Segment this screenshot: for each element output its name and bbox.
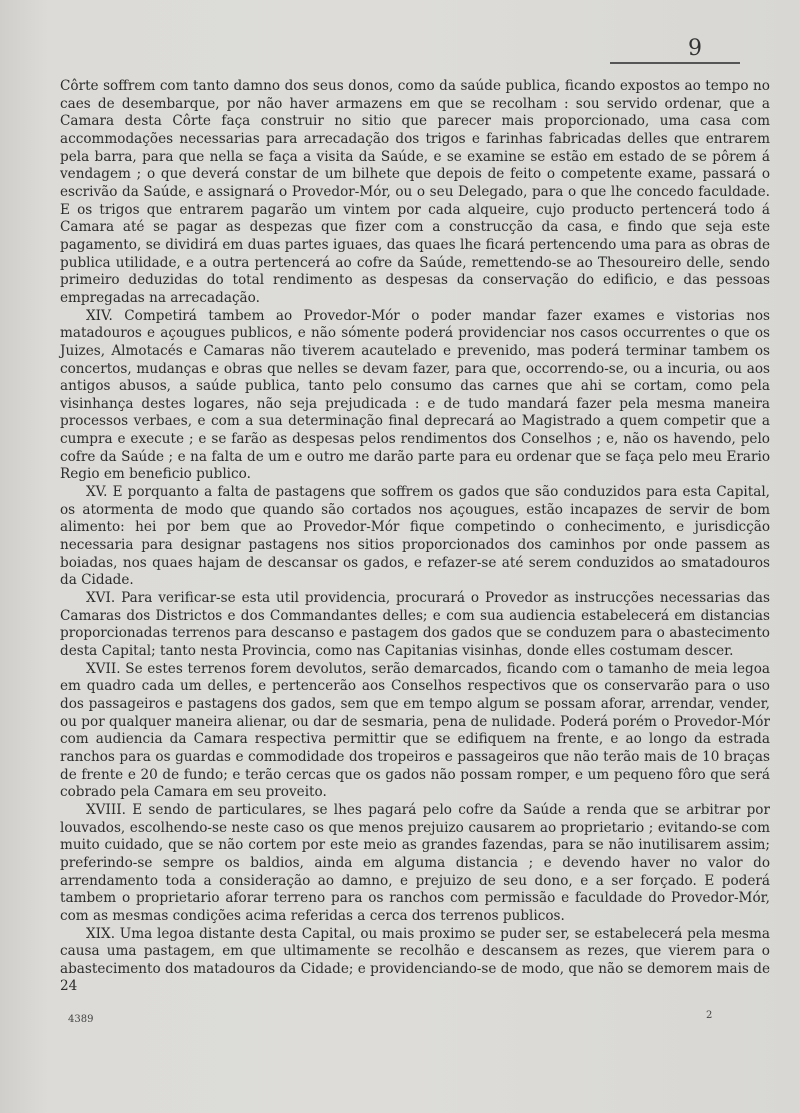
body-text [60,78,770,996]
paragraph-section-xv: XV. E porquanto a falta de pastagens que soffrem os gados que são conduzidos para esta Capital, os atormenta de modo que quando são cortados nos açougues, estão incapazes de servir de bom alimento: hei por bem que ao Provedor-Mór fique competindo o conhecimento, e jurisdicção necessaria para designar pastagens nos sitios proporcionados dos caminhos por onde passem as boiadas, nos quaes hajam de descansar os gados, e refazer-se até serem conduzidos ao smatadouros da Cidade. [60,484,770,589]
footer-signature-mark: 2 [706,1010,713,1021]
header-rule [610,62,740,64]
paragraph-section-xvii: XVII. Se estes terrenos forem devolutos, serão demarcados, ficando com o tamanho de meia legoa em quadro cada um delles, e pertencerão aos Conselhos respectivos que os conservarão para o uso dos passageiros e pastagens dos gados, sem que em tempo algum se possam aforar, arrendar, vender, ou por qualquer maneira alienar, ou dar de sesmaria, pena de nulidade. Poderá porém o Provedor-Mór com audiencia da Camara respectiva permittir que se edifiquem na frente, e ao longo da estrada ranchos para os guardas e commodidade dos tropeiros e passageiros que não terão mais de 10 braças de frente e 20 de fundo; e terão cercas que os gados não possam romper, e um pequeno fôro que será cobrado pela Camara em seu proveito. [60,660,770,801]
paragraph-section-xviii: XVIII. E sendo de particulares, se lhes pagará pelo cofre da Saúde a renda que se arbitrar por louvados, escolhendo-se neste caso os que menos prejuizo causarem ao proprietario ; evitando-se com muito cuidado, que se não cortem por este meio as grandes fazendas, para se não inutilisarem assim; preferindo-se sempre os baldios, ainda em alguma distancia ; e devendo haver no valor do arrendamento toda a consideração ao damno, e prejuizo de seu dono, e a ser forçado. E poderá tambem o proprietario aforar terreno para os ranchos com permissão e faculdade do Provedor-Mór, com as mesmas condições acima referidas a cerca dos terrenos publicos. [60,801,770,924]
paragraph-continuation: Côrte soffrem com tanto damno dos seus donos, como da saúde publica, ficando expostos ao tempo no caes de desembarque, por não haver armazens em que se recolham : sou servido ordenar, que a Camara desta Côrte faça construir no sitio que parecer mais proporcionado, uma casa com accommodações necessarias para arrecadação dos trigos e farinhas fabricadas delles que entrarem pela barra, para que nella se faça a visita da Saúde, e se examine se estão em estado de se pôrem á vendagem ; o que deverá constar de um bilhete que depois de feito o competente exame, passará o escrivão da Saúde, e assignará o Provedor-Mór, ou o seu Delegado, para o que lhe concedo faculdade. E os trigos que entrarem pagarão um vintem por cada alqueire, cujo producto pertencerá todo á Camara até se pagar as despezas que fizer com a construcção da casa, e findo que seja este pagamento, se dividirá em duas partes iguaes, das quaes lhe ficará pertencendo uma para as obras de publica utilidade, e a outra pertencerá ao cofre da Saúde, remettendo-se ao Thesoureiro delle, sendo primeiro deduzidas do total rendimento as despesas da conservação do edificio, e das pessoas empregadas na arrecadação. [60,78,770,306]
footer-print-number: 4389 [68,1014,94,1025]
paragraph-section-xix: XIX. Uma legoa distante desta Capital, ou mais proximo se puder ser, se estabelecerá pela mesma causa uma pastagem, em que ultimamente se recolhão e descansem as rezes, que vierem para o abastecimento dos matadouros da Cidade; e providenciando-se de modo, que não se demorem mais de 24 [60,925,770,995]
paragraph-section-xiv: XIV. Competirá tambem ao Provedor-Mór o poder mandar fazer exames e vistorias nos matadouros e açougues publicos, e não sómente poderá providenciar nos casos occurrentes o que os Juizes, Almotacés e Camaras não tiverem acautelado e prevenido, mas poderá terminar tambem os concertos, mudanças e obras que nelles se devam fazer, para que, occorrendo-se, ou a incuria, ou aos antigos abusos, a saúde publica, tanto pelo consumo das carnes que ahi se cortam, como pela visinhança destes logares, não seja prejudicada : e de tudo mandará fazer pela mesma maneira processos verbaes, e com a sua determinação final deprecará ao Magistrado a quem competir que a cumpra e execute ; e se farão as despesas pelos rendimentos dos Conselhos ; e, não os havendo, pelo cofre da Saúde ; e na falta de um e outro me darão parte para eu ordenar que se faça pelo meu Erario Regio em beneficio publico. [60,307,770,483]
page-number: 9 [688,36,702,61]
paragraph-section-xvi: XVI. Para verificar-se esta util providencia, procurará o Provedor as instrucções necessarias das Camaras dos Districtos e dos Commandantes delles; e com sua audiencia estabelecerá em distancias proporcionadas terrenos para descanso e pastagem dos gados que se conduzem para o abastecimento desta Capital; tanto nesta Provincia, como nas Capitanias visinhas, donde elles costumam descer. [60,590,770,659]
